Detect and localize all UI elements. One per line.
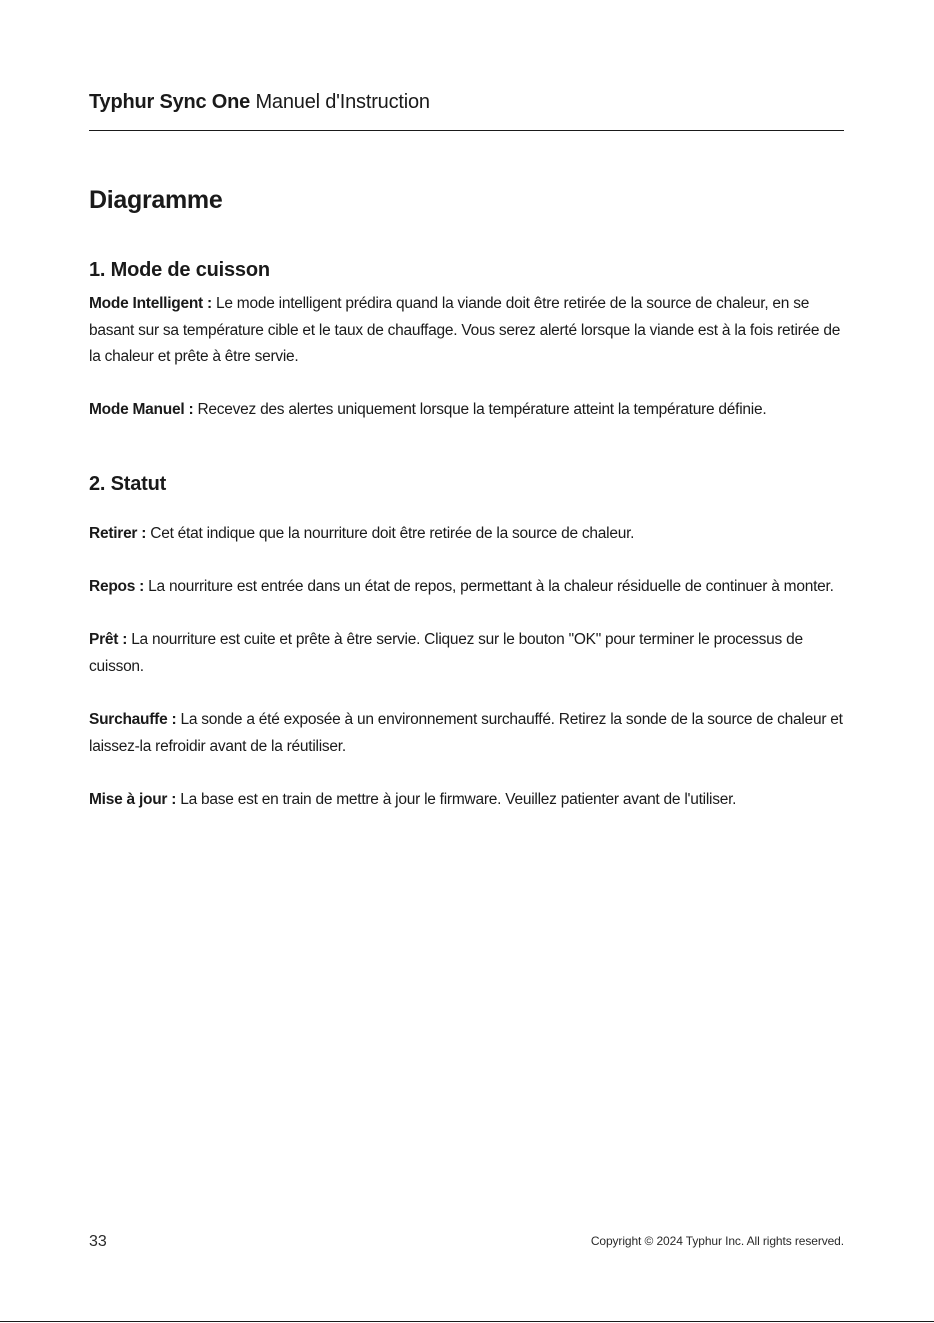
copyright-notice: Copyright © 2024 Typhur Inc. All rights reserved. — [590, 1234, 844, 1248]
header-brand: Typhur Sync One — [89, 91, 251, 113]
definition-overheat — [89, 707, 844, 760]
definition-term: Surchauffe : — [89, 711, 177, 729]
definition-term: Mode Intelligent : — [89, 295, 212, 312]
page-header — [89, 88, 844, 131]
definition-manual-mode — [89, 397, 844, 424]
definition-term: Mode Manuel : — [89, 401, 194, 419]
definition-term: Mise à jour : — [89, 790, 177, 808]
section-heading-cooking-mode: 1. Mode de cuisson — [89, 259, 270, 281]
definition-text: La nourriture est entrée dans un état de repos, permettant à la chaleur résiduelle de continuer à monter. — [148, 578, 834, 596]
definition-text: Le mode intelligent prédira quand la viande doit être retirée de la source de chaleur, en se basant sur sa température cible et le taux de chauffage. Vous serez alerté lorsque la viande est à la fois retirée de la chaleur et prête à être servie. — [89, 295, 841, 366]
page-bottom-divider — [0, 1321, 934, 1322]
definition-update — [89, 787, 844, 814]
definition-ready — [89, 627, 844, 680]
definition-term: Prêt : — [89, 631, 128, 649]
definition-text: Cet état indique que la nourriture doit être retirée de la source de chaleur. — [150, 524, 635, 542]
definition-smart-mode — [89, 291, 844, 371]
section-heading-status: 2. Statut — [89, 472, 167, 495]
definition-text: La base est en train de mettre à jour le firmware. Veuillez patienter avant de l'utiliser. — [180, 790, 737, 808]
header-subtitle: Manuel d'Instruction — [255, 91, 430, 113]
header-title — [89, 88, 844, 116]
page-number: 33 — [89, 1233, 107, 1250]
definition-text: Recevez des alertes uniquement lorsque la température atteint la température définie. — [197, 401, 767, 419]
definition-term: Retirer : — [89, 524, 147, 542]
definition-rest — [89, 574, 844, 601]
definition-text: La nourriture est cuite et prête à être servie. Cliquez sur le bouton "OK" pour terminer le processus de cuisson. — [89, 631, 803, 675]
definition-term: Repos : — [89, 578, 145, 596]
page-title: Diagramme — [89, 186, 223, 214]
definition-remove — [89, 521, 844, 548]
page-content — [89, 183, 844, 814]
definition-text: La sonde a été exposée à un environnement surchauffé. Retirez la sonde de la source de chaleur et laissez-la refroidir avant de la réutiliser. — [89, 711, 843, 755]
